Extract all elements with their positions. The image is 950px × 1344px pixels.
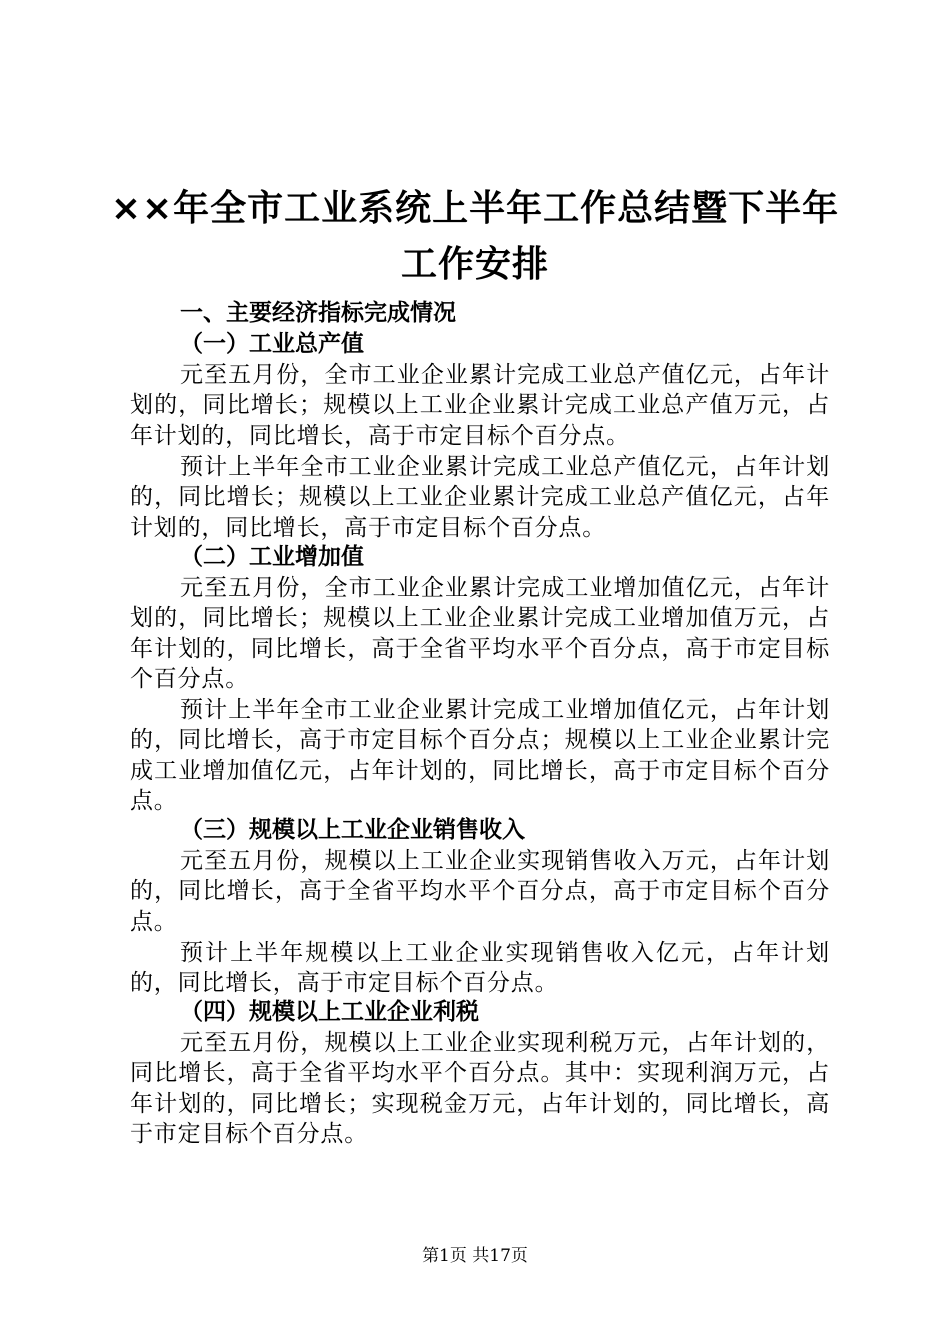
paragraph-profit-tax-jan-may: 元至五月份，规模以上工业企业实现利税万元，占年计划的，同比增长，高于全省平均水平个百分点。其中：实现利润万元，占年计划的，同比增长；实现税金万元，占年计划的，同比增长，高于市定目标个百分点。: [130, 1030, 830, 1148]
subsection-heading-value-added: （二）工业增加值: [180, 544, 364, 570]
paragraph-sales-revenue-jan-may: 元至五月份，规模以上工业企业实现销售收入万元，占年计划的，同比增长，高于全省平均水平个百分点，高于市定目标个百分点。: [130, 848, 830, 935]
document-title-line-1: ××年全市工业系统上半年工作总结暨下半年: [110, 188, 840, 229]
paragraph-industrial-output-jan-may: 元至五月份，全市工业企业累计完成工业总产值亿元，占年计划的，同比增长；规模以上工业企业累计完成工业总产值万元，占年计划的，同比增长，高于市定目标个百分点。: [130, 362, 830, 449]
subsection-heading-industrial-output: （一）工业总产值: [180, 331, 364, 357]
paragraph-value-added-forecast: 预计上半年全市工业企业累计完成工业增加值亿元，占年计划的，同比增长，高于市定目标个百分点；规模以上工业企业累计完成工业增加值亿元，占年计划的，同比增长，高于市定目标个百分点。: [130, 697, 830, 815]
section-heading-main: 一、主要经济指标完成情况: [180, 300, 456, 326]
paragraph-value-added-jan-may: 元至五月份，全市工业企业累计完成工业增加值亿元，占年计划的，同比增长；规模以上工业企业累计完成工业增加值万元，占年计划的，同比增长，高于全省平均水平个百分点，高于市定目标个百分点。: [130, 575, 830, 693]
page-number-footer: 第1页 共17页: [422, 1246, 528, 1266]
paragraph-industrial-output-forecast: 预计上半年全市工业企业累计完成工业总产值亿元，占年计划的，同比增长；规模以上工业企业累计完成工业总产值亿元，占年计划的，同比增长，高于市定目标个百分点。: [130, 454, 830, 541]
paragraph-sales-revenue-forecast: 预计上半年规模以上工业企业实现销售收入亿元，占年计划的，同比增长，高于市定目标个百分点。: [130, 940, 830, 997]
subsection-heading-profit-tax: （四）规模以上工业企业利税: [180, 999, 479, 1025]
subsection-heading-sales-revenue: （三）规模以上工业企业销售收入: [180, 817, 525, 843]
document-title-line-2: 工作安排: [400, 244, 549, 285]
